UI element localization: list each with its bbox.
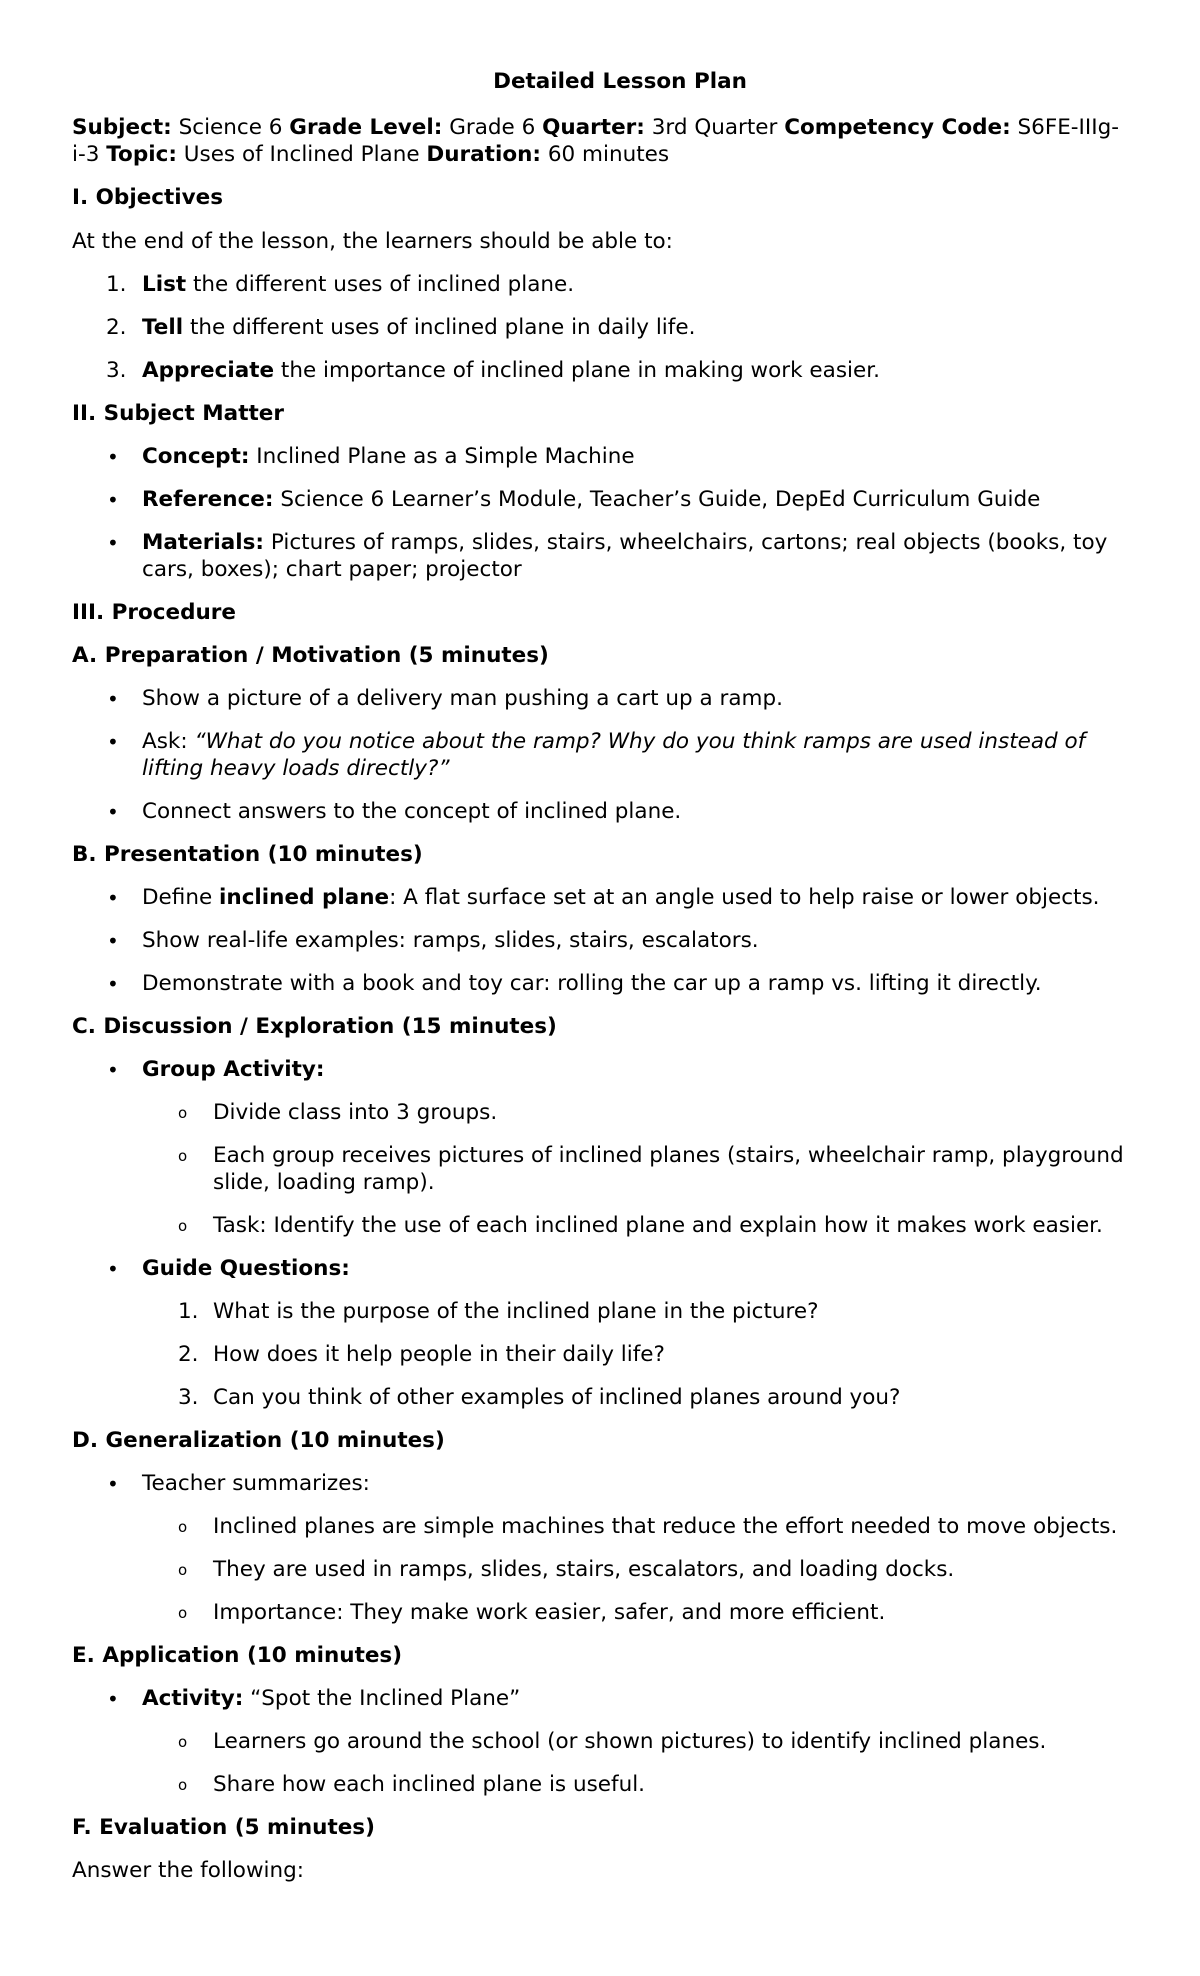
circle-bullet: o bbox=[178, 1518, 188, 1536]
summary-item: They are used in ramps, slides, stairs, escalators, and loading docks. bbox=[213, 1557, 955, 1582]
guide-questions-label: Guide Questions: bbox=[142, 1256, 350, 1281]
guide-question: Can you think of other examples of inclined planes around you? bbox=[213, 1385, 901, 1410]
group-activity-item: Each group receives pictures of inclined planes (stairs, wheelchair ramp, playground bbox=[213, 1143, 1124, 1168]
item-label: Concept: bbox=[142, 444, 250, 469]
evaluation-intro: Answer the following: bbox=[72, 1858, 305, 1883]
bullet: • bbox=[107, 445, 119, 469]
list-number: 2. bbox=[178, 1342, 199, 1367]
list-number: 3. bbox=[106, 358, 127, 383]
item-label: Reference: bbox=[142, 487, 274, 512]
group-activity-item: Divide class into 3 groups. bbox=[213, 1100, 498, 1125]
grade-value: Grade 6 bbox=[442, 115, 543, 140]
subject-matter-heading: II. Subject Matter bbox=[72, 401, 284, 426]
duration-label: Duration: bbox=[426, 142, 541, 167]
circle-bullet: o bbox=[178, 1147, 188, 1165]
guide-question: What is the purpose of the inclined plane in the picture? bbox=[213, 1299, 819, 1324]
competency-label: Competency Code: bbox=[784, 115, 1011, 140]
bullet: • bbox=[107, 972, 119, 996]
ask-question-cont: lifting heavy loads directly?” bbox=[142, 756, 450, 781]
list-number: 3. bbox=[178, 1385, 199, 1410]
competency-value-cont: i-3 bbox=[72, 142, 107, 167]
quarter-label: Quarter: bbox=[542, 115, 645, 140]
grade-label: Grade Level: bbox=[289, 115, 443, 140]
circle-bullet: o bbox=[178, 1733, 188, 1751]
section-b-heading: B. Presentation (10 minutes) bbox=[72, 842, 423, 867]
objectives-heading: I. Objectives bbox=[72, 185, 224, 210]
circle-bullet: o bbox=[178, 1217, 188, 1235]
list-number: 2. bbox=[106, 315, 127, 340]
bullet: • bbox=[107, 800, 119, 824]
bullet: • bbox=[107, 1058, 119, 1082]
item-text: Inclined Plane as a Simple Machine bbox=[249, 444, 635, 469]
objective-verb: Tell bbox=[142, 315, 184, 340]
section-a-item bbox=[142, 728, 1085, 756]
summary-item: Inclined planes are simple machines that reduce the effort needed to move objects. bbox=[213, 1514, 1118, 1539]
section-d-item: Teacher summarizes: bbox=[142, 1471, 370, 1496]
objective-item bbox=[142, 357, 880, 385]
duration-value: 60 minutes bbox=[541, 142, 670, 167]
define-prefix: Define bbox=[142, 885, 220, 910]
group-activity-item-cont: slide, loading ramp). bbox=[213, 1170, 435, 1195]
bullet: • bbox=[107, 730, 119, 754]
section-a-item: Connect answers to the concept of inclined plane. bbox=[142, 799, 682, 824]
application-item: Learners go around the school (or shown pictures) to identify inclined planes. bbox=[213, 1729, 1047, 1754]
bullet: • bbox=[107, 687, 119, 711]
section-a-item: Show a picture of a delivery man pushing a cart up a ramp. bbox=[142, 686, 783, 711]
bullet: • bbox=[107, 1257, 119, 1281]
circle-bullet: o bbox=[178, 1104, 188, 1122]
objective-item bbox=[142, 271, 574, 299]
summary-item: Importance: They make work easier, safer, and more efficient. bbox=[213, 1600, 886, 1625]
objectives-intro: At the end of the lesson, the learners should be able to: bbox=[72, 229, 673, 254]
activity-name: “Spot the Inclined Plane” bbox=[243, 1686, 521, 1711]
item-text: Science 6 Learner’s Module, Teacher’s Guide, DepEd Curriculum Guide bbox=[273, 487, 1041, 512]
ask-question: “What do you notice about the ramp? Why do you think ramps are used instead of bbox=[194, 729, 1086, 754]
subject-matter-item bbox=[142, 529, 1107, 557]
circle-bullet: o bbox=[178, 1561, 188, 1579]
topic-label: Topic: bbox=[106, 142, 177, 167]
subject-matter-item-cont: cars, boxes); chart paper; projector bbox=[142, 557, 522, 582]
section-e-heading: E. Application (10 minutes) bbox=[72, 1643, 403, 1668]
quarter-value: 3rd Quarter bbox=[644, 115, 785, 140]
list-number: 1. bbox=[178, 1299, 199, 1324]
meta-line-1 bbox=[72, 114, 1119, 142]
define-term: inclined plane bbox=[219, 885, 390, 910]
bullet: • bbox=[107, 1472, 119, 1496]
objective-verb: List bbox=[142, 272, 187, 297]
objective-verb: Appreciate bbox=[142, 358, 275, 383]
section-b-item bbox=[142, 884, 1100, 912]
circle-bullet: o bbox=[178, 1604, 188, 1622]
bullet: • bbox=[107, 488, 119, 512]
ask-label: Ask: bbox=[142, 729, 195, 754]
procedure-heading: III. Procedure bbox=[72, 600, 236, 625]
group-activity-label: Group Activity: bbox=[142, 1057, 325, 1082]
objective-text: the different uses of inclined plane. bbox=[186, 272, 575, 297]
section-b-item: Demonstrate with a book and toy car: rolling the car up a ramp vs. lifting it directly. bbox=[142, 971, 1042, 996]
section-a-heading: A. Preparation / Motivation (5 minutes) bbox=[72, 643, 549, 668]
subject-matter-item bbox=[142, 486, 1040, 514]
bullet: • bbox=[107, 929, 119, 953]
section-d-heading: D. Generalization (10 minutes) bbox=[72, 1428, 445, 1453]
application-item: Share how each inclined plane is useful. bbox=[213, 1772, 646, 1797]
objective-text: the importance of inclined plane in making work easier. bbox=[274, 358, 880, 383]
meta-line-2 bbox=[72, 141, 669, 169]
topic-value: Uses of Inclined Plane bbox=[176, 142, 427, 167]
section-e-item bbox=[142, 1685, 520, 1713]
bullet: • bbox=[107, 886, 119, 910]
objective-text: the different uses of inclined plane in daily life. bbox=[183, 315, 696, 340]
subject-label: Subject: bbox=[72, 115, 172, 140]
section-c-heading: C. Discussion / Exploration (15 minutes) bbox=[72, 1014, 557, 1039]
section-b-item: Show real-life examples: ramps, slides, stairs, escalators. bbox=[142, 928, 759, 953]
group-activity-item: Task: Identify the use of each inclined plane and explain how it makes work easier. bbox=[213, 1213, 1103, 1238]
define-text: : A flat surface set at an angle used to help raise or lower objects. bbox=[389, 885, 1100, 910]
guide-question: How does it help people in their daily life? bbox=[213, 1342, 665, 1367]
subject-matter-item bbox=[142, 443, 635, 471]
bullet: • bbox=[107, 1687, 119, 1711]
competency-value: S6FE-IIIg- bbox=[1010, 115, 1119, 140]
list-number: 1. bbox=[106, 272, 127, 297]
objective-item bbox=[142, 314, 695, 342]
bullet: • bbox=[107, 531, 119, 555]
activity-label: Activity: bbox=[142, 1686, 244, 1711]
item-label: Materials: bbox=[142, 530, 265, 555]
document-title: Detailed Lesson Plan bbox=[493, 69, 747, 94]
circle-bullet: o bbox=[178, 1776, 188, 1794]
subject-value: Science 6 bbox=[171, 115, 290, 140]
item-text: Pictures of ramps, slides, stairs, wheelchairs, cartons; real objects (books, toy bbox=[264, 530, 1108, 555]
section-f-heading: F. Evaluation (5 minutes) bbox=[72, 1815, 375, 1840]
